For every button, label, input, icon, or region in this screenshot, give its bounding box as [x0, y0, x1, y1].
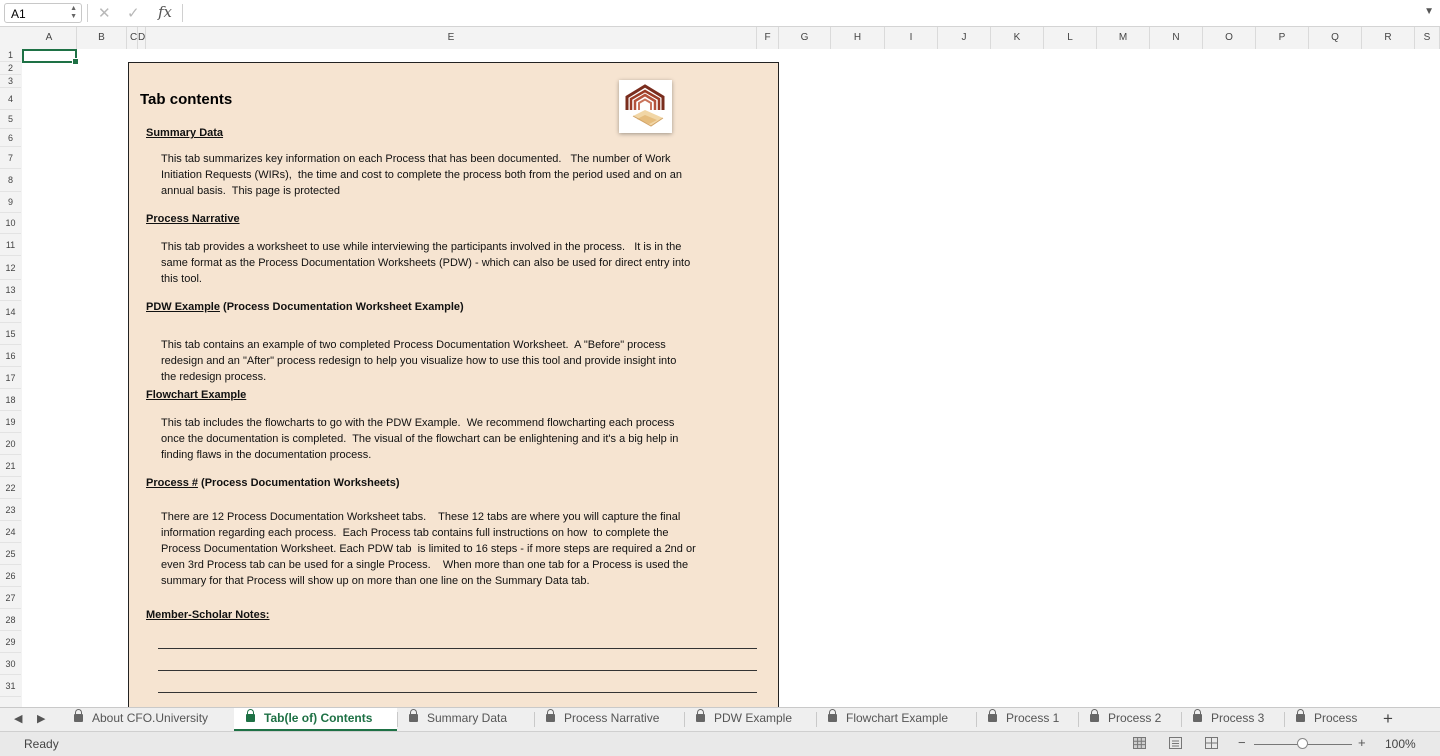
column-header-i[interactable]: I [885, 27, 938, 49]
expand-formula-bar-icon[interactable]: ▼ [1424, 6, 1434, 17]
divider [87, 4, 88, 22]
description-line: This tab summarizes key information on each Process that has been documented. The number of Work [161, 153, 671, 165]
sheet-tab-summary-data[interactable] [397, 708, 534, 731]
scroll-tabs-left-icon[interactable]: ◀ [14, 713, 23, 725]
normal-view-icon[interactable] [1133, 737, 1146, 749]
row-header-29[interactable]: 29 [0, 631, 21, 653]
description-line: this tool. [161, 273, 202, 285]
section-heading-link[interactable]: Flowchart Example [146, 389, 247, 401]
sheet-tab-label: Process Narrative [564, 711, 660, 725]
row-header-14[interactable]: 14 [0, 301, 21, 323]
page-title: Tab contents [140, 91, 233, 108]
notes-line[interactable] [158, 692, 757, 693]
row-header-7[interactable]: 7 [0, 147, 21, 169]
section-heading-subtitle: (Process Documentation Worksheets) [197, 477, 400, 489]
row-header-3[interactable]: 3 [0, 75, 21, 88]
column-header-a[interactable]: A [22, 27, 77, 49]
lock-icon [546, 714, 555, 722]
sheet-tab-label: Flowchart Example [846, 711, 949, 725]
sheet-tab-process[interactable] [1284, 708, 1372, 731]
row-header-8[interactable]: 8 [0, 169, 21, 192]
row-header-25[interactable]: 25 [0, 543, 21, 565]
name-box-stepper-icon[interactable]: ▲ ▼ [70, 5, 77, 20]
cfo-university-logo [619, 80, 672, 133]
column-header-k[interactable]: K [991, 27, 1044, 49]
tab-contents-panel [128, 62, 779, 722]
status-bar [0, 731, 1440, 756]
row-header-15[interactable]: 15 [0, 323, 21, 345]
description-line: information regarding each process. Each Process tab contains full instructions on how to complete the [161, 527, 669, 539]
description-line: This tab contains an example of two completed Process Documentation Worksheet. A "Before" process [161, 339, 666, 351]
description-line: same format as the Process Documentation Worksheets (PDW) - which can also be used for direct entry into [161, 257, 691, 269]
row-header-bar [0, 49, 23, 707]
check-icon[interactable]: ✓ [127, 5, 140, 22]
row-header-30[interactable]: 30 [0, 653, 21, 675]
row-header-16[interactable]: 16 [0, 345, 21, 367]
zoom-level[interactable]: 100% [1385, 737, 1416, 751]
row-header-27[interactable]: 27 [0, 587, 21, 609]
column-header-f[interactable]: F [757, 27, 779, 49]
row-header-9[interactable]: 9 [0, 192, 21, 213]
row-header-12[interactable]: 12 [0, 256, 21, 280]
section-heading-link[interactable]: PDW Example [146, 301, 220, 313]
section-heading-subtitle: (Process Documentation Worksheet Example) [219, 301, 464, 313]
page-layout-view-icon[interactable] [1169, 737, 1182, 749]
sheet-tab-label: Summary Data [427, 711, 508, 725]
sheet-tab-label: Tab(le of) Contents [264, 711, 373, 725]
sheet-tab-label: Process 2 [1108, 711, 1162, 725]
column-header-s[interactable]: S [1415, 27, 1440, 49]
name-box[interactable] [4, 3, 82, 23]
row-header-23[interactable]: 23 [0, 499, 21, 521]
row-header-6[interactable]: 6 [0, 129, 21, 147]
section-description [161, 415, 761, 463]
description-line: summary for that Process will show up on more than one line on the Summary Data tab. [161, 575, 590, 587]
lock-icon [409, 714, 418, 722]
lock-icon [1296, 714, 1305, 722]
sheet-tab-label: About CFO.University [92, 711, 209, 725]
sheet-tab-label: Process 1 [1006, 711, 1060, 725]
section-heading [146, 477, 400, 489]
sheet-tab-process-3[interactable] [1181, 708, 1284, 731]
sheet-tab-process-1[interactable] [976, 708, 1078, 731]
row-header-31[interactable]: 31 [0, 675, 21, 697]
row-header-22[interactable]: 22 [0, 477, 21, 499]
column-header-d[interactable]: D [138, 27, 146, 49]
section-heading-link[interactable]: Member-Scholar Notes: [146, 609, 270, 621]
column-header-g[interactable]: G [779, 27, 831, 49]
description-line: There are 12 Process Documentation Worksheet tabs. These 12 tabs are where you will capture the final [161, 511, 681, 523]
column-header-n[interactable]: N [1150, 27, 1203, 49]
row-header-1[interactable]: 1 [0, 49, 21, 62]
section-heading [146, 389, 246, 401]
notes-line[interactable] [158, 648, 757, 649]
description-line: even 3rd Process tab can be used for a single Process. When more than one tab for a Process is used the [161, 559, 689, 571]
zoom-in-button[interactable]: + [1358, 735, 1366, 750]
column-header-q[interactable]: Q [1309, 27, 1362, 49]
column-header-o[interactable]: O [1203, 27, 1256, 49]
column-header-p[interactable]: P [1256, 27, 1309, 49]
sheet-tab-label: Process [1314, 711, 1358, 725]
zoom-slider-knob[interactable] [1297, 738, 1308, 749]
column-header-bar [0, 27, 1440, 50]
sheet-tab-about-cfo-university[interactable] [62, 708, 234, 731]
column-header-r[interactable]: R [1362, 27, 1415, 49]
section-heading-link[interactable]: Process Narrative [146, 213, 240, 225]
row-header-18[interactable]: 18 [0, 389, 21, 411]
lock-icon [1090, 714, 1099, 722]
row-header-2[interactable]: 2 [0, 62, 21, 75]
section-heading [146, 301, 464, 313]
add-sheet-button[interactable]: + [1383, 709, 1393, 728]
column-header-e[interactable]: E [146, 27, 757, 49]
row-header-19[interactable]: 19 [0, 411, 21, 433]
lock-icon [696, 714, 705, 722]
section-heading-link[interactable]: Process # [146, 477, 198, 489]
description-line: redesign and an "After" process redesign to help you visualize how to use this tool and provide insight into [161, 355, 677, 367]
scroll-tabs-right-icon[interactable]: ▶ [37, 713, 46, 725]
section-description [161, 151, 761, 199]
sheet-tab-process-2[interactable] [1078, 708, 1181, 731]
section-heading-link[interactable]: Summary Data [146, 127, 224, 139]
column-header-l[interactable]: L [1044, 27, 1097, 49]
description-line: This tab includes the flowcharts to go with the PDW Example. We recommend flowcharting each process [161, 417, 675, 429]
row-header-24[interactable]: 24 [0, 521, 21, 543]
name-box-value: A1 [11, 7, 26, 21]
row-header-10[interactable]: 10 [0, 213, 21, 234]
function-icon[interactable]: fx [158, 3, 173, 21]
row-header-4[interactable]: 4 [0, 88, 21, 110]
column-header-h[interactable]: H [831, 27, 885, 49]
lock-icon [988, 714, 997, 722]
description-line: This tab provides a worksheet to use while interviewing the participants involved in the process. It is in the [161, 241, 682, 253]
sheet-tab-process-narrative[interactable] [534, 708, 684, 731]
lock-icon [74, 714, 83, 722]
column-header-b[interactable]: B [77, 27, 127, 49]
section-description [161, 239, 761, 287]
description-line: once the documentation is completed. The visual of the flowchart can be enlightening and it's a big help in [161, 433, 679, 445]
row-header-5[interactable]: 5 [0, 110, 21, 129]
lock-icon [246, 714, 255, 722]
description-line: the redesign process. [161, 371, 267, 383]
page-break-view-icon[interactable] [1205, 737, 1218, 749]
selected-cell-a1[interactable] [22, 49, 77, 63]
description-line: finding flaws in the documentation process. [161, 449, 372, 461]
lock-icon [1193, 714, 1202, 722]
column-header-m[interactable]: M [1097, 27, 1150, 49]
section-heading [146, 127, 223, 139]
sheet-tab-label: Process 3 [1211, 711, 1265, 725]
column-header-j[interactable]: J [938, 27, 991, 49]
row-header-28[interactable]: 28 [0, 609, 21, 631]
row-header-26[interactable]: 26 [0, 565, 21, 587]
sheet-tab-flowchart-example[interactable] [816, 708, 976, 731]
formula-input[interactable] [190, 5, 1410, 21]
status-text: Ready [24, 737, 59, 751]
lock-icon [828, 714, 837, 722]
description-line: Process Documentation Worksheet. Each PDW tab is limited to 16 steps - if more steps are required a 2nd or [161, 543, 696, 555]
section-heading [146, 609, 269, 621]
sheet-tab-label: PDW Example [714, 711, 793, 725]
x-icon[interactable]: ✕ [98, 5, 111, 22]
row-header-20[interactable]: 20 [0, 433, 21, 455]
section-description [161, 337, 761, 385]
column-header-c[interactable]: C [130, 27, 138, 49]
row-header-17[interactable]: 17 [0, 367, 21, 389]
row-header-21[interactable]: 21 [0, 455, 21, 477]
row-header-13[interactable]: 13 [0, 280, 21, 301]
divider [182, 4, 183, 22]
formula-bar [0, 0, 1440, 27]
zoom-out-button[interactable]: − [1238, 735, 1246, 750]
sheet-tab-tab-le-of-contents[interactable] [234, 708, 397, 731]
description-line: annual basis. This page is protected [161, 185, 340, 197]
sheet-tab-bar [0, 707, 1440, 732]
description-line: Initiation Requests (WIRs), the time and cost to complete the process both from the period used and on an [161, 169, 682, 181]
section-description [161, 509, 761, 589]
section-heading [146, 213, 240, 225]
sheet-tab-pdw-example[interactable] [684, 708, 816, 731]
row-header-11[interactable]: 11 [0, 234, 21, 256]
notes-line[interactable] [158, 670, 757, 671]
